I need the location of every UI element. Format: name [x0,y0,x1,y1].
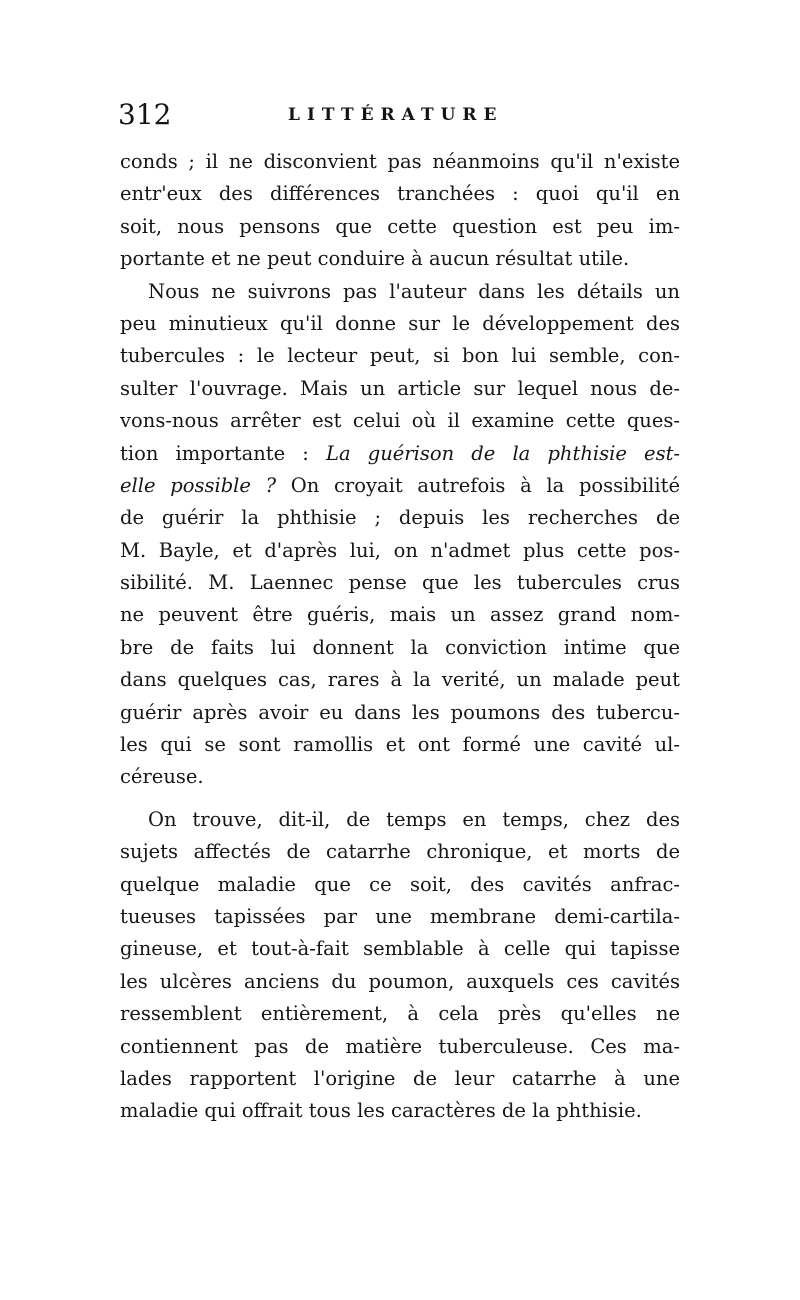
text-line: gineuse, et tout-à-fait semblable à celle qui tapisse [120,937,680,961]
text-line: On trouve, dit-il, de temps en temps, chez des [148,807,680,831]
page-header [118,98,698,138]
text-line: sibilité. M. Laennec pense que les tubercules crus [120,571,680,595]
paragraph-1 [120,146,680,276]
text-line: maladie qui offrait tous les caractères de la phthisie. [120,1099,642,1123]
text-line: tueuses tapissées par une membrane demi-cartila- [120,904,680,928]
text-line: portante et ne peut conduire à aucun résultat utile. [120,247,630,271]
text-line: contiennent pas de matière tuberculeuse. Ces ma- [120,1034,680,1058]
text-line: entr'eux des différences tranchées : quoi qu'il en [120,182,680,206]
paragraph-2 [120,276,680,794]
text-line: vons-nous arrêter est celui où il examine cette ques- [120,409,680,433]
text-line: conds ; il ne disconvient pas néanmoins qu'il n'existe [120,150,680,173]
text-segment: tion importante : [120,441,327,465]
text-line: guérir après avoir eu dans les poumons des tubercu- [120,700,680,724]
text-line: les qui se sont ramollis et ont formé une cavité ul- [120,733,680,757]
page-number: 312 [118,98,172,131]
italic-question-end: elle possible ? [120,473,277,497]
text-line: ne peuvent être guéris, mais un assez grand nom- [120,603,680,627]
body-text [120,146,680,1128]
text-line: quelque maladie que ce soit, des cavités anfrac- [120,872,680,896]
text-line: sujets affectés de catarrhe chronique, et morts de [120,840,680,864]
text-line: les ulcères anciens du poumon, auxquels ces cavités [120,969,680,993]
text-segment: On croyait autrefois à la possibilité [276,473,680,497]
text-line: tubercules : le lecteur peut, si bon lui semble, con- [120,344,680,368]
text-line [120,470,680,502]
text-line: peu minutieux qu'il donne sur le développement des [120,311,680,335]
text-line: lades rapportent l'origine de leur catarrhe à une [120,1066,680,1090]
text-line: M. Bayle, et d'après lui, on n'admet plus cette pos- [120,538,680,562]
text-line: bre de faits lui donnent la conviction intime que [120,635,680,659]
text-line: ressemblent entièrement, à cela près qu'elles ne [120,1002,680,1026]
text-line: Nous ne suivrons pas l'auteur dans les détails un [148,279,680,303]
text-line: dans quelques cas, rares à la verité, un malade peut [120,668,680,692]
running-title: LITTÉRATURE [288,105,504,125]
paragraph-gap [120,794,680,804]
text-line: de guérir la phthisie ; depuis les recherches de [120,506,680,530]
text-line: céreuse. [120,765,204,789]
text-line [120,438,680,470]
paragraph-3 [120,804,680,1128]
text-line: sulter l'ouvrage. Mais un article sur lequel nous de- [120,376,680,400]
italic-question: La guérison de la phthisie est- [326,441,681,465]
text-line: soit, nous pensons que cette question est peu im- [120,214,680,238]
